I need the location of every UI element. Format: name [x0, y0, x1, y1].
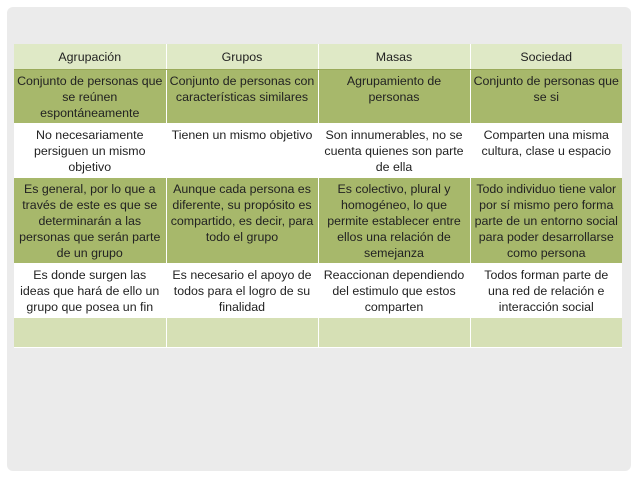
table-cell: Tienen un mismo objetivo — [166, 124, 318, 178]
header-sociedad: Sociedad — [470, 44, 622, 70]
header-agrupacion: Agrupación — [14, 44, 166, 70]
table-cell: Conjunto de personas con características similares — [166, 70, 318, 124]
table-cell: Conjunto de personas que se si — [470, 70, 622, 124]
table-cell: Aunque cada persona es diferente, su propósito es compartido, es decir, para todo el grupo — [166, 178, 318, 264]
table-cell: Son innumerables, no se cuenta quienes son parte de ella — [318, 124, 470, 178]
table-row — [14, 70, 622, 124]
table-cell: No necesariamente persiguen un mismo objetivo — [14, 124, 166, 178]
table-row — [14, 178, 622, 264]
table-cell: Es general, por lo que a través de este es que se determinarán a las personas que serán parte de un grupo — [14, 178, 166, 264]
table-cell: Todo individuo tiene valor por sí mismo pero forma parte de un entorno social para poder desarrollarse como persona — [470, 178, 622, 264]
table-cell: Reaccionan dependiendo del estimulo que estos comparten — [318, 264, 470, 318]
table-cell: Conjunto de personas que se reúnen espontáneamente — [14, 70, 166, 124]
table-cell — [14, 318, 166, 348]
header-row — [14, 44, 622, 70]
table-cell — [166, 318, 318, 348]
header-masas: Masas — [318, 44, 470, 70]
table-cell — [470, 318, 622, 348]
table-cell: Agrupamiento de personas — [318, 70, 470, 124]
table-cell: Comparten una misma cultura, clase u espacio — [470, 124, 622, 178]
table-cell: Es colectivo, plural y homogéneo, lo que permite establecer entre ellos una relación de semejanza — [318, 178, 470, 264]
header-grupos: Grupos — [166, 44, 318, 70]
comparison-table — [14, 44, 622, 348]
table-cell: Es necesario el apoyo de todos para el logro de su finalidad — [166, 264, 318, 318]
table-cell — [318, 318, 470, 348]
table-cell: Es donde surgen las ideas que hará de ello un grupo que posea un fin — [14, 264, 166, 318]
empty-row — [14, 318, 622, 348]
table-cell: Todos forman parte de una red de relación e interacción social — [470, 264, 622, 318]
table-row — [14, 264, 622, 318]
table-row — [14, 124, 622, 178]
